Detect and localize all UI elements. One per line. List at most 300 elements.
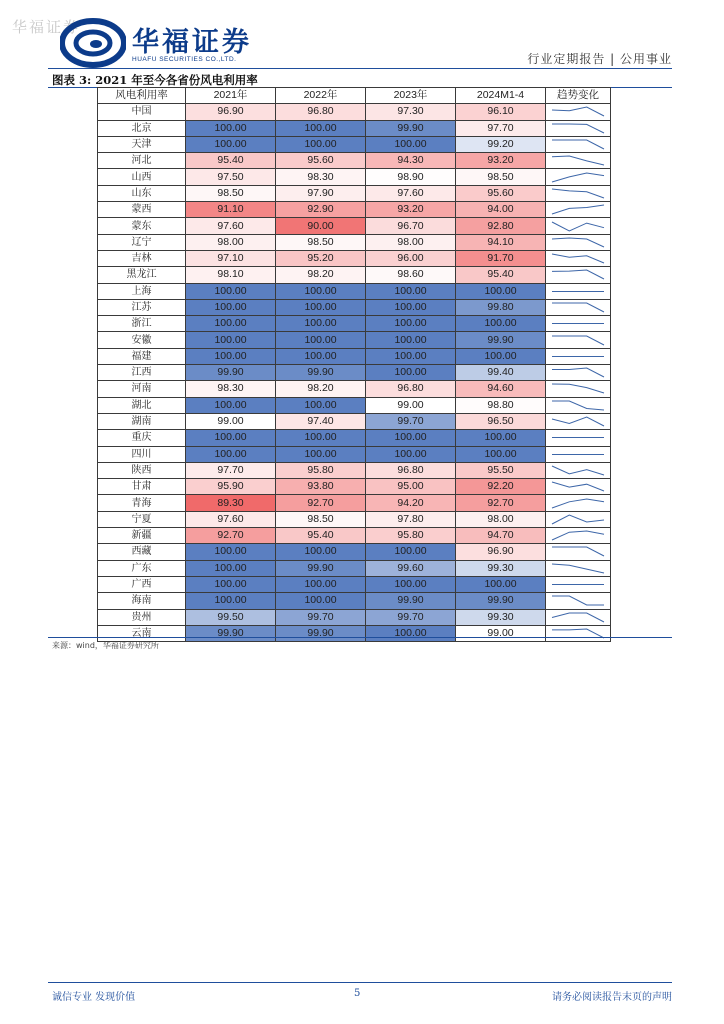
trend-line bbox=[552, 368, 604, 377]
value-cell: 100.00 bbox=[456, 283, 546, 299]
value-cell: 99.40 bbox=[456, 365, 546, 381]
value-cell: 98.30 bbox=[276, 169, 366, 185]
value-cell: 100.00 bbox=[276, 576, 366, 592]
province-cell: 北京 bbox=[98, 120, 186, 136]
value-cell: 96.80 bbox=[366, 462, 456, 478]
trend-line bbox=[552, 270, 604, 279]
trend-cell bbox=[546, 625, 611, 641]
trend-sparkline bbox=[546, 561, 610, 576]
company-logo bbox=[60, 18, 270, 70]
value-cell: 99.70 bbox=[276, 609, 366, 625]
trend-line bbox=[552, 482, 604, 491]
trend-cell bbox=[546, 202, 611, 218]
value-cell: 97.70 bbox=[186, 462, 276, 478]
value-cell: 99.00 bbox=[366, 397, 456, 413]
trend-sparkline bbox=[546, 316, 610, 331]
logo-name-cn: 华福证券 bbox=[132, 27, 252, 58]
province-cell: 蒙东 bbox=[98, 218, 186, 234]
value-cell: 95.00 bbox=[366, 479, 456, 495]
value-cell: 99.90 bbox=[186, 625, 276, 641]
document-type: 行业定期报告 | 公用事业 bbox=[527, 52, 672, 66]
value-cell: 100.00 bbox=[276, 593, 366, 609]
column-header: 2021年 bbox=[186, 88, 276, 104]
value-cell: 99.90 bbox=[366, 120, 456, 136]
value-cell: 95.60 bbox=[456, 185, 546, 201]
value-cell: 99.90 bbox=[186, 365, 276, 381]
value-cell: 95.60 bbox=[276, 153, 366, 169]
source-divider bbox=[48, 637, 672, 638]
trend-cell bbox=[546, 136, 611, 152]
value-cell: 94.20 bbox=[366, 495, 456, 511]
value-cell: 100.00 bbox=[186, 593, 276, 609]
trend-cell bbox=[546, 381, 611, 397]
table-row bbox=[98, 576, 611, 592]
trend-sparkline bbox=[546, 496, 610, 511]
table-row bbox=[98, 528, 611, 544]
province-cell: 浙江 bbox=[98, 316, 186, 332]
province-cell: 天津 bbox=[98, 136, 186, 152]
trend-cell bbox=[546, 299, 611, 315]
value-cell: 98.20 bbox=[276, 267, 366, 283]
table-row bbox=[98, 348, 611, 364]
value-cell: 100.00 bbox=[186, 332, 276, 348]
trend-cell bbox=[546, 479, 611, 495]
figure-title: 图表 3: 2021 年至今各省份风电利用率 bbox=[52, 73, 258, 87]
trend-line bbox=[552, 254, 604, 263]
value-cell: 100.00 bbox=[186, 446, 276, 462]
province-cell: 山东 bbox=[98, 185, 186, 201]
table-row bbox=[98, 381, 611, 397]
trend-sparkline bbox=[546, 544, 610, 559]
province-cell: 黑龙江 bbox=[98, 267, 186, 283]
value-cell: 100.00 bbox=[366, 544, 456, 560]
province-cell: 河南 bbox=[98, 381, 186, 397]
trend-cell bbox=[546, 153, 611, 169]
value-cell: 96.70 bbox=[366, 218, 456, 234]
value-cell: 98.50 bbox=[276, 511, 366, 527]
value-cell: 95.90 bbox=[186, 479, 276, 495]
table-row bbox=[98, 218, 611, 234]
table-row bbox=[98, 397, 611, 413]
table-row bbox=[98, 462, 611, 478]
trend-cell bbox=[546, 283, 611, 299]
value-cell: 97.80 bbox=[366, 511, 456, 527]
value-cell: 97.30 bbox=[366, 104, 456, 120]
province-cell: 甘肃 bbox=[98, 479, 186, 495]
trend-cell bbox=[546, 430, 611, 446]
value-cell: 100.00 bbox=[456, 430, 546, 446]
province-cell: 辽宁 bbox=[98, 234, 186, 250]
value-cell: 99.90 bbox=[456, 593, 546, 609]
trend-cell bbox=[546, 413, 611, 429]
trend-cell bbox=[546, 250, 611, 266]
value-cell: 91.70 bbox=[456, 250, 546, 266]
footer-slogan: 诚信专业 发现价值 bbox=[52, 992, 136, 1003]
value-cell: 100.00 bbox=[366, 446, 456, 462]
trend-cell bbox=[546, 185, 611, 201]
value-cell: 92.70 bbox=[276, 495, 366, 511]
value-cell: 100.00 bbox=[276, 544, 366, 560]
trend-sparkline bbox=[546, 626, 610, 641]
province-cell: 贵州 bbox=[98, 609, 186, 625]
value-cell: 100.00 bbox=[186, 316, 276, 332]
province-cell: 江苏 bbox=[98, 299, 186, 315]
value-cell: 100.00 bbox=[366, 365, 456, 381]
value-cell: 99.90 bbox=[276, 560, 366, 576]
trend-cell bbox=[546, 365, 611, 381]
value-cell: 92.70 bbox=[186, 528, 276, 544]
value-cell: 98.20 bbox=[276, 381, 366, 397]
table-row bbox=[98, 593, 611, 609]
trend-sparkline bbox=[546, 104, 610, 119]
table-row bbox=[98, 365, 611, 381]
trend-sparkline bbox=[546, 202, 610, 217]
value-cell: 99.30 bbox=[456, 560, 546, 576]
value-cell: 96.50 bbox=[456, 413, 546, 429]
value-cell: 97.70 bbox=[456, 120, 546, 136]
trend-sparkline bbox=[546, 398, 610, 413]
value-cell: 97.10 bbox=[186, 250, 276, 266]
trend-line bbox=[552, 140, 604, 149]
table-row bbox=[98, 120, 611, 136]
trend-sparkline bbox=[546, 479, 610, 494]
table-row bbox=[98, 267, 611, 283]
value-cell: 100.00 bbox=[366, 136, 456, 152]
value-cell: 100.00 bbox=[186, 430, 276, 446]
value-cell: 92.20 bbox=[456, 479, 546, 495]
value-cell: 93.20 bbox=[366, 202, 456, 218]
value-cell: 97.60 bbox=[366, 185, 456, 201]
value-cell: 94.60 bbox=[456, 381, 546, 397]
value-cell: 100.00 bbox=[276, 316, 366, 332]
trend-sparkline bbox=[546, 414, 610, 429]
value-cell: 94.70 bbox=[456, 528, 546, 544]
value-cell: 97.50 bbox=[186, 169, 276, 185]
province-cell: 湖南 bbox=[98, 413, 186, 429]
trend-line bbox=[552, 499, 604, 508]
trend-cell bbox=[546, 348, 611, 364]
value-cell: 94.30 bbox=[366, 153, 456, 169]
value-cell: 98.30 bbox=[186, 381, 276, 397]
utilization-table bbox=[97, 87, 611, 642]
value-cell: 99.90 bbox=[366, 593, 456, 609]
table-row bbox=[98, 250, 611, 266]
province-cell: 江西 bbox=[98, 365, 186, 381]
value-cell: 98.80 bbox=[456, 397, 546, 413]
value-cell: 98.50 bbox=[276, 234, 366, 250]
trend-cell bbox=[546, 218, 611, 234]
value-cell: 99.00 bbox=[186, 413, 276, 429]
value-cell: 100.00 bbox=[366, 625, 456, 641]
province-cell: 海南 bbox=[98, 593, 186, 609]
trend-sparkline bbox=[546, 121, 610, 136]
column-header: 风电利用率 bbox=[98, 88, 186, 104]
table-row bbox=[98, 185, 611, 201]
trend-line bbox=[552, 401, 604, 410]
source-note: 来源：wind，华福证券研究所 bbox=[52, 641, 159, 650]
value-cell: 100.00 bbox=[366, 316, 456, 332]
trend-line bbox=[552, 613, 604, 622]
value-cell: 97.60 bbox=[186, 218, 276, 234]
province-cell: 山西 bbox=[98, 169, 186, 185]
trend-sparkline bbox=[546, 430, 610, 445]
province-cell: 湖北 bbox=[98, 397, 186, 413]
trend-line bbox=[552, 124, 604, 133]
trend-line bbox=[552, 384, 604, 393]
province-cell: 中国 bbox=[98, 104, 186, 120]
value-cell: 98.90 bbox=[366, 169, 456, 185]
value-cell: 98.50 bbox=[456, 169, 546, 185]
trend-sparkline bbox=[546, 365, 610, 380]
value-cell: 95.80 bbox=[276, 462, 366, 478]
trend-cell bbox=[546, 560, 611, 576]
trend-line bbox=[552, 238, 604, 247]
value-cell: 98.00 bbox=[366, 234, 456, 250]
value-cell: 99.00 bbox=[456, 625, 546, 641]
value-cell: 98.50 bbox=[186, 185, 276, 201]
table-row bbox=[98, 609, 611, 625]
table-row bbox=[98, 446, 611, 462]
trend-line bbox=[552, 596, 604, 605]
value-cell: 100.00 bbox=[456, 576, 546, 592]
trend-line bbox=[552, 303, 604, 312]
province-cell: 福建 bbox=[98, 348, 186, 364]
province-cell: 蒙西 bbox=[98, 202, 186, 218]
value-cell: 100.00 bbox=[276, 283, 366, 299]
trend-line bbox=[552, 205, 604, 214]
table-row bbox=[98, 479, 611, 495]
value-cell: 97.40 bbox=[276, 413, 366, 429]
trend-cell bbox=[546, 609, 611, 625]
value-cell: 99.20 bbox=[456, 136, 546, 152]
watermark-text: 华福证券 bbox=[12, 18, 81, 36]
trend-line bbox=[552, 156, 604, 165]
trend-cell bbox=[546, 267, 611, 283]
trend-line bbox=[552, 547, 604, 556]
value-cell: 92.90 bbox=[276, 202, 366, 218]
value-cell: 96.00 bbox=[366, 250, 456, 266]
table-row bbox=[98, 625, 611, 641]
value-cell: 98.60 bbox=[366, 267, 456, 283]
value-cell: 100.00 bbox=[276, 397, 366, 413]
trend-cell bbox=[546, 169, 611, 185]
trend-cell bbox=[546, 576, 611, 592]
value-cell: 100.00 bbox=[366, 348, 456, 364]
table-row bbox=[98, 104, 611, 120]
trend-cell bbox=[546, 544, 611, 560]
value-cell: 99.60 bbox=[366, 560, 456, 576]
table-row bbox=[98, 495, 611, 511]
page-number: 5 bbox=[354, 988, 361, 999]
value-cell: 100.00 bbox=[186, 299, 276, 315]
trend-line bbox=[552, 466, 604, 475]
column-header: 2023年 bbox=[366, 88, 456, 104]
province-cell: 宁夏 bbox=[98, 511, 186, 527]
value-cell: 100.00 bbox=[276, 348, 366, 364]
value-cell: 96.80 bbox=[366, 381, 456, 397]
province-cell: 广西 bbox=[98, 576, 186, 592]
value-cell: 94.10 bbox=[456, 234, 546, 250]
province-cell: 西藏 bbox=[98, 544, 186, 560]
trend-line bbox=[552, 515, 604, 524]
province-cell: 新疆 bbox=[98, 528, 186, 544]
value-cell: 100.00 bbox=[366, 332, 456, 348]
value-cell: 100.00 bbox=[456, 446, 546, 462]
trend-cell bbox=[546, 316, 611, 332]
trend-line bbox=[552, 564, 604, 573]
value-cell: 100.00 bbox=[186, 120, 276, 136]
value-cell: 91.10 bbox=[186, 202, 276, 218]
table-row bbox=[98, 153, 611, 169]
trend-sparkline bbox=[546, 170, 610, 185]
value-cell: 100.00 bbox=[276, 120, 366, 136]
trend-cell bbox=[546, 495, 611, 511]
value-cell: 100.00 bbox=[366, 283, 456, 299]
province-cell: 重庆 bbox=[98, 430, 186, 446]
province-cell: 广东 bbox=[98, 560, 186, 576]
value-cell: 100.00 bbox=[456, 348, 546, 364]
value-cell: 100.00 bbox=[186, 283, 276, 299]
trend-sparkline bbox=[546, 300, 610, 315]
value-cell: 98.00 bbox=[186, 234, 276, 250]
trend-cell bbox=[546, 593, 611, 609]
value-cell: 100.00 bbox=[276, 332, 366, 348]
trend-cell bbox=[546, 120, 611, 136]
value-cell: 93.20 bbox=[456, 153, 546, 169]
value-cell: 93.80 bbox=[276, 479, 366, 495]
table-row bbox=[98, 234, 611, 250]
value-cell: 96.80 bbox=[276, 104, 366, 120]
province-cell: 青海 bbox=[98, 495, 186, 511]
trend-sparkline bbox=[546, 463, 610, 478]
value-cell: 92.70 bbox=[456, 495, 546, 511]
value-cell: 99.50 bbox=[186, 609, 276, 625]
value-cell: 90.00 bbox=[276, 218, 366, 234]
column-header: 2022年 bbox=[276, 88, 366, 104]
trend-sparkline bbox=[546, 137, 610, 152]
trend-line bbox=[552, 173, 604, 182]
trend-sparkline bbox=[546, 512, 610, 527]
value-cell: 100.00 bbox=[186, 136, 276, 152]
table-row bbox=[98, 511, 611, 527]
value-cell: 100.00 bbox=[276, 299, 366, 315]
table-row bbox=[98, 299, 611, 315]
value-cell: 95.40 bbox=[186, 153, 276, 169]
trend-line bbox=[552, 531, 604, 540]
value-cell: 100.00 bbox=[276, 430, 366, 446]
value-cell: 94.00 bbox=[456, 202, 546, 218]
value-cell: 100.00 bbox=[456, 316, 546, 332]
value-cell: 100.00 bbox=[186, 576, 276, 592]
value-cell: 99.90 bbox=[456, 332, 546, 348]
footer-divider bbox=[48, 982, 672, 983]
trend-sparkline bbox=[546, 381, 610, 396]
value-cell: 100.00 bbox=[276, 136, 366, 152]
trend-sparkline bbox=[546, 593, 610, 608]
header-divider bbox=[48, 68, 672, 69]
value-cell: 99.30 bbox=[456, 609, 546, 625]
trend-sparkline bbox=[546, 186, 610, 201]
value-cell: 98.00 bbox=[456, 511, 546, 527]
province-cell: 上海 bbox=[98, 283, 186, 299]
value-cell: 100.00 bbox=[186, 348, 276, 364]
province-cell: 安徽 bbox=[98, 332, 186, 348]
trend-cell bbox=[546, 104, 611, 120]
province-cell: 河北 bbox=[98, 153, 186, 169]
trend-cell bbox=[546, 446, 611, 462]
trend-line bbox=[552, 107, 604, 116]
value-cell: 96.90 bbox=[186, 104, 276, 120]
value-cell: 99.90 bbox=[276, 365, 366, 381]
table-body bbox=[98, 104, 611, 642]
trend-sparkline bbox=[546, 333, 610, 348]
table-row bbox=[98, 136, 611, 152]
trend-cell bbox=[546, 462, 611, 478]
value-cell: 100.00 bbox=[366, 576, 456, 592]
value-cell: 99.90 bbox=[276, 625, 366, 641]
value-cell: 89.30 bbox=[186, 495, 276, 511]
trend-sparkline bbox=[546, 251, 610, 266]
table-row bbox=[98, 413, 611, 429]
trend-sparkline bbox=[546, 610, 610, 625]
value-cell: 95.50 bbox=[456, 462, 546, 478]
value-cell: 95.40 bbox=[456, 267, 546, 283]
value-cell: 97.90 bbox=[276, 185, 366, 201]
trend-sparkline bbox=[546, 235, 610, 250]
value-cell: 99.70 bbox=[366, 609, 456, 625]
table-row bbox=[98, 544, 611, 560]
table-header-row bbox=[98, 88, 611, 104]
trend-cell bbox=[546, 528, 611, 544]
value-cell: 95.40 bbox=[276, 528, 366, 544]
value-cell: 99.80 bbox=[456, 299, 546, 315]
footer-disclaimer: 请务必阅读报告末页的声明 bbox=[552, 992, 672, 1003]
trend-cell bbox=[546, 397, 611, 413]
column-header: 2024M1-4 bbox=[456, 88, 546, 104]
trend-cell bbox=[546, 511, 611, 527]
trend-sparkline bbox=[546, 528, 610, 543]
value-cell: 98.10 bbox=[186, 267, 276, 283]
trend-sparkline bbox=[546, 267, 610, 282]
table-row bbox=[98, 332, 611, 348]
column-header: 趋势变化 bbox=[546, 88, 611, 104]
trend-sparkline bbox=[546, 219, 610, 234]
logo-name-en: HUAFU SECURITIES CO.,LTD. bbox=[132, 56, 237, 63]
value-cell: 100.00 bbox=[186, 544, 276, 560]
table-row bbox=[98, 430, 611, 446]
value-cell: 100.00 bbox=[366, 299, 456, 315]
value-cell: 100.00 bbox=[186, 397, 276, 413]
trend-line bbox=[552, 336, 604, 345]
trend-cell bbox=[546, 234, 611, 250]
table-row bbox=[98, 202, 611, 218]
trend-line bbox=[552, 417, 604, 426]
trend-sparkline bbox=[546, 577, 610, 592]
trend-sparkline bbox=[546, 349, 610, 364]
trend-sparkline bbox=[546, 153, 610, 168]
value-cell: 95.80 bbox=[366, 528, 456, 544]
value-cell: 95.20 bbox=[276, 250, 366, 266]
province-cell: 陕西 bbox=[98, 462, 186, 478]
province-cell: 吉林 bbox=[98, 250, 186, 266]
value-cell: 100.00 bbox=[276, 446, 366, 462]
province-cell: 四川 bbox=[98, 446, 186, 462]
table-row bbox=[98, 316, 611, 332]
trend-sparkline bbox=[546, 447, 610, 462]
value-cell: 92.80 bbox=[456, 218, 546, 234]
value-cell: 99.70 bbox=[366, 413, 456, 429]
value-cell: 100.00 bbox=[186, 560, 276, 576]
